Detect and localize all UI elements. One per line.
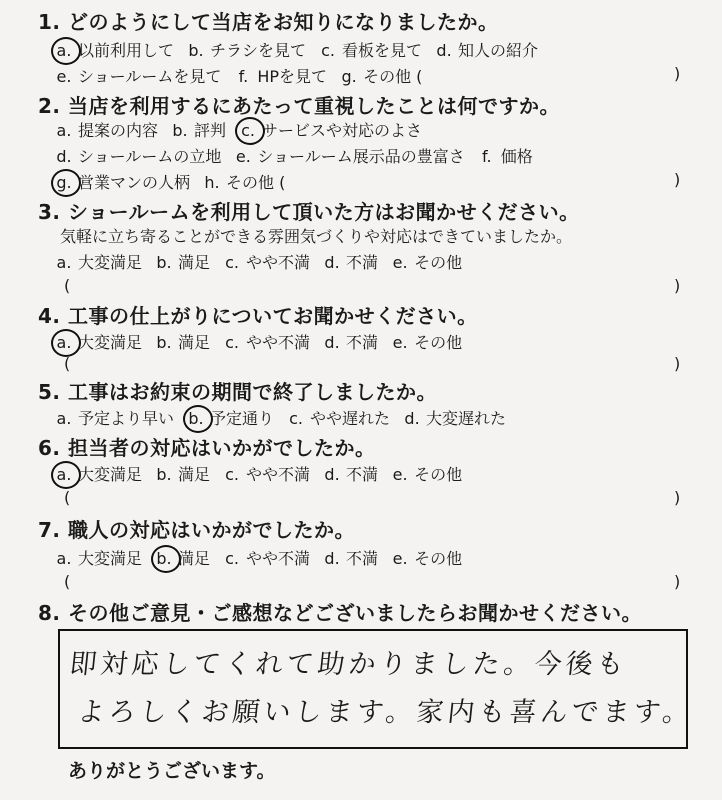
handwritten-comment-line1: 即対応してくれて助かりました。今後も xyxy=(68,649,630,680)
q2-option-b: b. 評判 xyxy=(172,121,227,140)
q5-options-row xyxy=(56,406,520,429)
q3-subtitle: 気軽に立ち寄ることができる雰囲気づくりや対応はできていましたか。 xyxy=(60,227,573,246)
q4-option-a: a. 大変満足 xyxy=(56,333,143,352)
q2-option-a: a. 提案の内容 xyxy=(56,121,159,140)
q4-option-c: c. やや不満 xyxy=(225,333,311,352)
q4-title: 4. 工事の仕上がりについてお聞かせください。 xyxy=(38,304,478,328)
q7-option-a: a. 大変満足 xyxy=(56,549,143,568)
q7-title: 7. 職人の対応はいかがでしたか。 xyxy=(38,518,355,542)
q2-option-d: d. ショールームの立地 xyxy=(56,147,222,166)
q2-options-row2 xyxy=(56,144,547,167)
q2-title: 2. 当店を利用するにあたって重視したことは何ですか。 xyxy=(38,94,560,118)
q2-option-c: c. サービスや対応のよさ xyxy=(241,121,423,140)
q1-options-row2 xyxy=(56,64,436,87)
q1-title: 1. どのようにして当店をお知りになりましたか。 xyxy=(38,10,499,34)
q7-paren-open: ( xyxy=(64,572,71,591)
q6-option-e: e. その他 xyxy=(392,465,463,484)
q6-paren-close: ) xyxy=(674,488,681,507)
q8-title: 8. その他ご意見・ご感想などございましたらお聞かせください。 xyxy=(38,601,642,625)
q3-option-b: b. 満足 xyxy=(156,253,211,272)
closing-thanks: ありがとうございます。 xyxy=(68,760,276,782)
q4-paren-close: ) xyxy=(674,354,681,373)
q5-option-d: d. 大変遅れた xyxy=(404,409,507,428)
q1-option-d: d. 知人の紹介 xyxy=(436,41,539,60)
q4-paren-open: ( xyxy=(64,354,71,373)
q3-option-a: a. 大変満足 xyxy=(56,253,143,272)
q4-option-b: b. 満足 xyxy=(156,333,211,352)
q6-option-c: c. やや不満 xyxy=(225,465,311,484)
q2-option-f: f. 価格 xyxy=(481,147,533,166)
q1-option-c: c. 看板を見て xyxy=(321,41,423,60)
q3-options-row xyxy=(56,250,476,273)
q3-option-e: e. その他 xyxy=(392,253,463,272)
q7-option-e: e. その他 xyxy=(392,549,463,568)
q4-option-e: e. その他 xyxy=(392,333,463,352)
q1-option-f: f. HPを見て xyxy=(238,67,328,86)
q7-option-d: d. 不満 xyxy=(324,549,379,568)
q3-option-d: d. 不満 xyxy=(324,253,379,272)
q7-option-c: c. やや不満 xyxy=(225,549,311,568)
q2-options-row3 xyxy=(56,170,299,193)
q1-option-a: a. 以前利用して xyxy=(56,41,175,60)
q1-option-e: e. ショールームを見て xyxy=(56,67,222,86)
q7-option-b: b. 満足 xyxy=(156,549,211,568)
q3-option-c: c. やや不満 xyxy=(225,253,311,272)
q6-options-row xyxy=(56,462,476,485)
q2-option-e: e. ショールーム展示品の豊富さ xyxy=(235,147,465,166)
q3-title: 3. ショールームを利用して頂いた方はお聞かせください。 xyxy=(38,200,580,224)
q6-option-b: b. 満足 xyxy=(156,465,211,484)
q1-option-b: b. チラシを見て xyxy=(188,41,307,60)
q5-option-b: b. 予定通り xyxy=(188,409,275,428)
q6-title: 6. 担当者の対応はいかがでしたか。 xyxy=(38,436,376,460)
q7-paren-close: ) xyxy=(674,572,681,591)
q7-options-row xyxy=(56,546,476,569)
q3-paren-open: ( xyxy=(64,276,71,295)
handwritten-comment-line2: よろしくお願いします。家内も喜んでます。 xyxy=(76,697,696,728)
q2-paren-close: ) xyxy=(674,170,681,189)
q5-option-a: a. 予定より早い xyxy=(56,409,175,428)
q2-option-h: h. その他 ( xyxy=(204,173,286,192)
q1-options-row1 xyxy=(56,38,552,61)
q5-title: 5. 工事はお約束の期間で終了しましたか。 xyxy=(38,380,437,404)
q1-option-g: g. その他 ( xyxy=(341,67,423,86)
q4-option-d: d. 不満 xyxy=(324,333,379,352)
q6-option-d: d. 不満 xyxy=(324,465,379,484)
q2-option-g: g. 営業マンの人柄 xyxy=(56,173,191,192)
q6-paren-open: ( xyxy=(64,488,71,507)
q2-options-row1 xyxy=(56,118,436,141)
q5-option-c: c. やや遅れた xyxy=(289,409,391,428)
q3-paren-close: ) xyxy=(674,276,681,295)
q4-options-row xyxy=(56,330,476,353)
q6-option-a: a. 大変満足 xyxy=(56,465,143,484)
q1-paren-close: ) xyxy=(674,64,681,83)
